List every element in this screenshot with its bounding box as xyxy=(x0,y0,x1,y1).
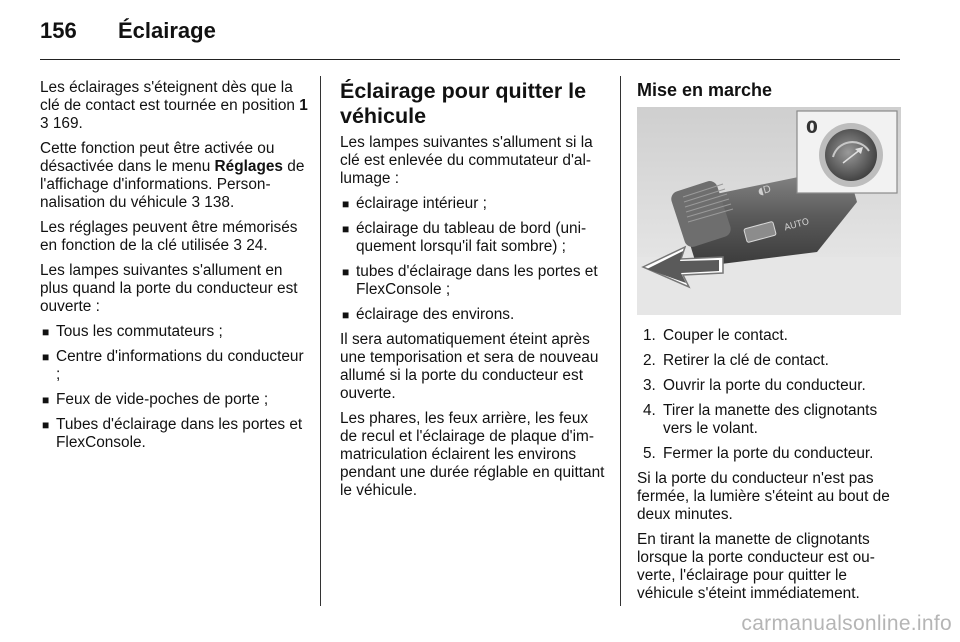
list-item: ■ éclairage intérieur ; xyxy=(342,195,487,212)
page-ref-arrow-icon: 3 xyxy=(40,115,49,132)
list-item: ■ éclairage des environs. xyxy=(342,306,515,323)
list-activation-steps xyxy=(637,327,905,463)
column-1 xyxy=(40,79,308,459)
bullet-icon: ■ xyxy=(42,393,50,407)
list-item: 5. Fermer la porte du conducteur. xyxy=(643,445,874,462)
section-heading-activation: Mise en marche xyxy=(637,80,773,100)
page-ref-arrow-icon: 3 xyxy=(191,194,201,211)
paragraph-exterior-lights: Les phares, les feux arrière, les feux de recul et l'éclairage de plaque d'immatriculation éclairent les environs pendant une durée réglable en quittant le véhicule. xyxy=(340,410,605,499)
svg-text:AUTO: AUTO xyxy=(783,217,811,234)
list-item: 4. Tirer la manette des clignotants vers le volant. xyxy=(643,402,878,437)
list-door-open-lamps xyxy=(40,323,308,452)
section-heading-exit-lighting: Éclairage pour quitter le véhicule xyxy=(340,79,587,128)
bullet-icon: ■ xyxy=(42,325,50,339)
list-item: 2. Retirer la clé de contact. xyxy=(643,352,829,369)
list-exit-lamps xyxy=(340,195,606,324)
figure-label: 0 xyxy=(806,118,818,138)
column-divider-2 xyxy=(620,76,621,606)
bullet-icon: ■ xyxy=(342,222,350,236)
paragraph-door-not-closed: Si la porte du conducteur n'est pas fermée, la lumière s'éteint au bout de deux minutes. xyxy=(637,470,890,523)
list-item: ■ tubes d'éclairage dans les portes et FlexConsole ; xyxy=(342,263,598,298)
list-item: ■ Centre d'informations du conducteur ; xyxy=(42,348,304,383)
list-item: ■ éclairage du tableau de bord (uniquement lorsqu'il fait sombre) ; xyxy=(342,220,587,255)
bullet-icon: ■ xyxy=(342,197,350,211)
paragraph-exit-intro: Les lampes suivantes s'allument si la clé est enlevée du commutateur d'allumage : xyxy=(340,134,593,187)
paragraph-settings-menu: Cette fonction peut être activée ou désactivée dans le menu Réglages de l'affichage d'informations. Personnalisation du véhicule 3 138. xyxy=(40,140,305,211)
page-number: 156 xyxy=(40,18,77,43)
svg-text:◖D: ◖D xyxy=(756,183,773,198)
paragraph-key-memory: Les réglages peuvent être mémorisés en fonction de la clé utilisée 3 24. xyxy=(40,219,298,254)
page-ref-arrow-icon: 3 xyxy=(233,237,242,254)
paragraph-cancel: En tirant la manette de clignotants lorsque la porte conducteur est ouverte, l'éclairage pour quitter le véhicule s'éteint immédiatement. xyxy=(637,531,875,602)
paragraph-lights-off: Les éclairages s'éteignent dès que la clé de contact est tournée en position 1 3 169. xyxy=(40,79,308,132)
bullet-icon: ■ xyxy=(42,350,50,364)
list-item: ■ Tubes d'éclairage dans les portes et FlexConsole. xyxy=(42,416,303,451)
page-title: Éclairage xyxy=(118,18,216,43)
watermark: carmanualsonline.info xyxy=(741,612,952,635)
column-divider-1 xyxy=(320,76,321,606)
paragraph-door-open-lamps: Les lampes suivantes s'allument en plus quand la porte du conducteur est ouverte : xyxy=(40,262,298,315)
stalk-illustration xyxy=(637,107,901,315)
list-item: 1. Couper le contact. xyxy=(643,327,788,344)
column-2 xyxy=(340,79,606,507)
paragraph-auto-off: Il sera automatiquement éteint après une temporisation et sera de nouveau allumé si la porte du conducteur est ouverte. xyxy=(340,331,599,402)
bullet-icon: ■ xyxy=(342,265,350,279)
bullet-icon: ■ xyxy=(342,308,350,322)
list-item: 3. Ouvrir la porte du conducteur. xyxy=(643,377,866,394)
column-3 xyxy=(637,79,905,610)
bullet-icon: ■ xyxy=(42,418,50,432)
header-rule xyxy=(40,59,900,60)
list-item: ■ Feux de vide-poches de porte ; xyxy=(42,391,269,408)
list-item: ■ Tous les commutateurs ; xyxy=(42,323,223,340)
